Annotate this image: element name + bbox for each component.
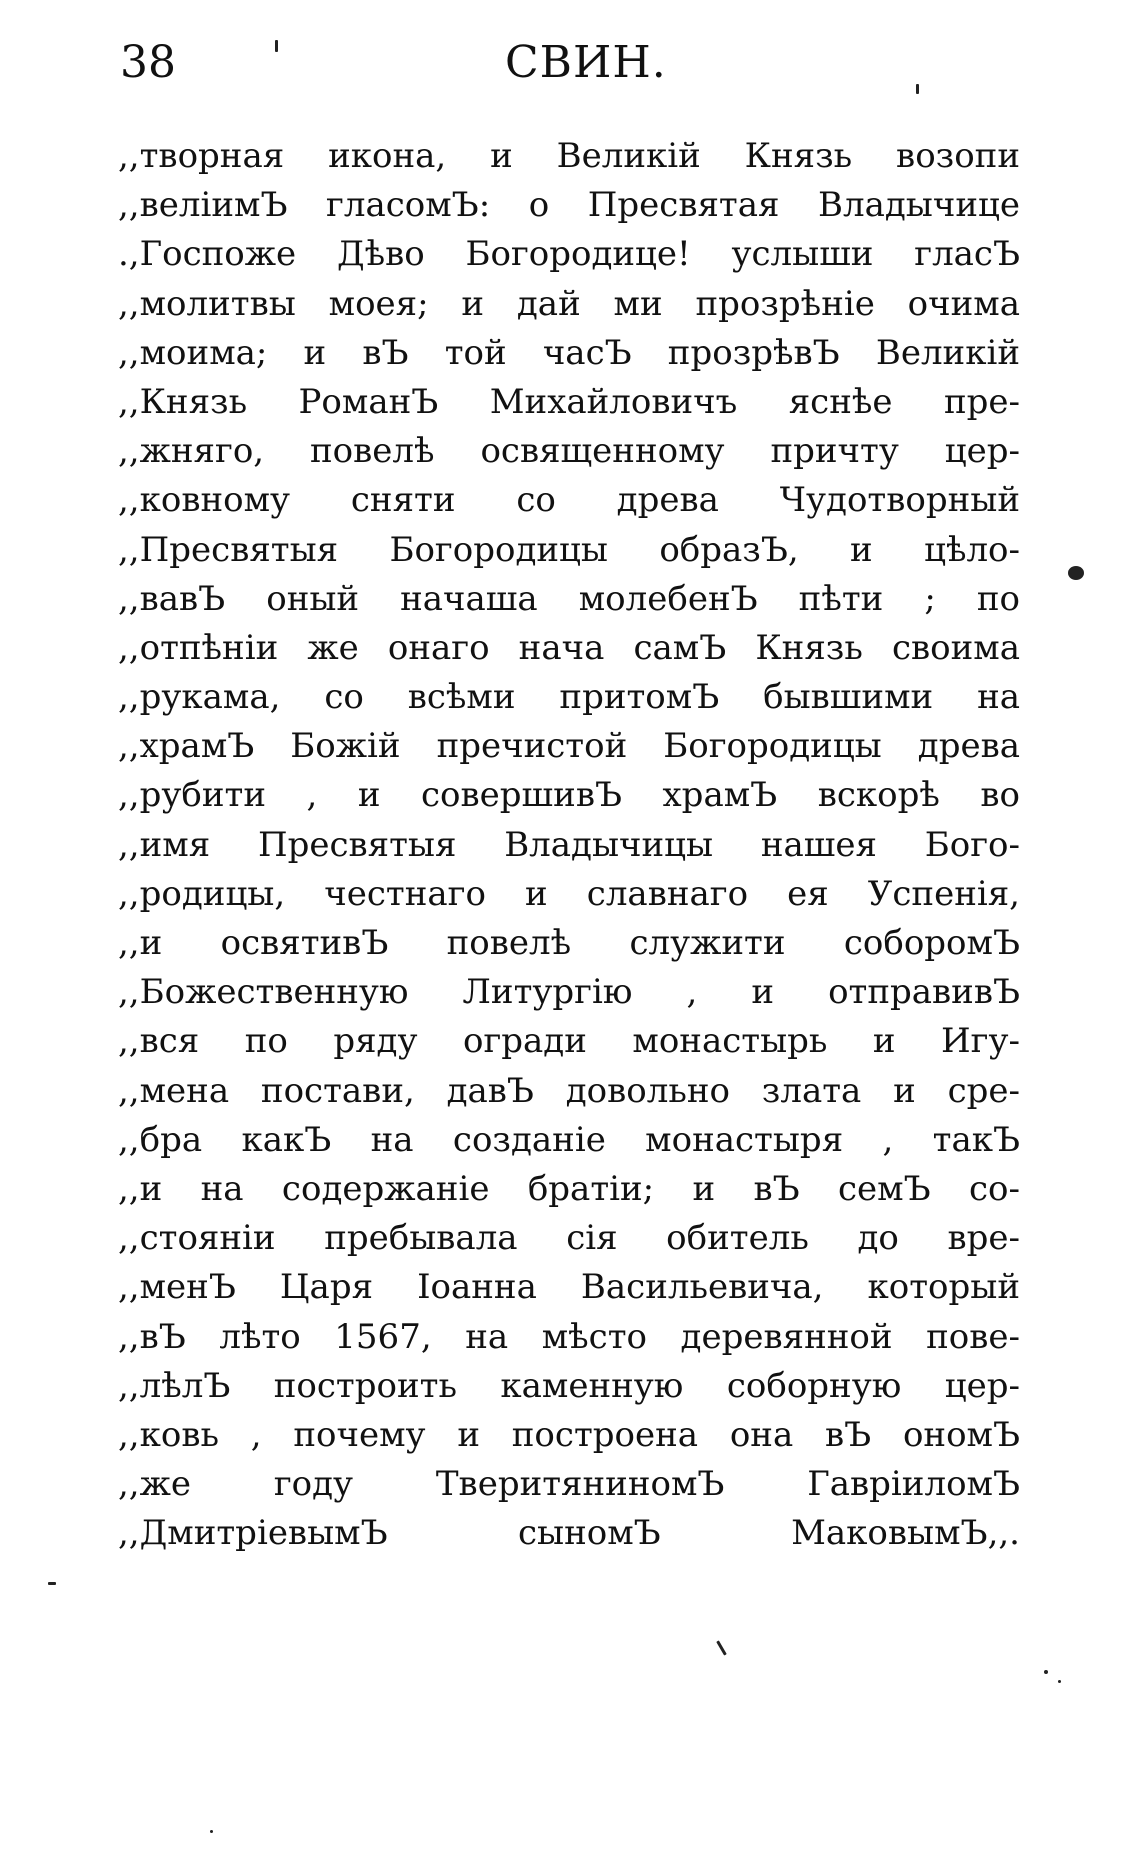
ink-fleck bbox=[210, 1830, 213, 1833]
text-line: .,Госпоже Дѣво Богородице! услыши гласЪ bbox=[118, 234, 1020, 275]
text-line: ,,вся по ряду огради монастырь и Игу- bbox=[118, 1021, 1020, 1062]
text-line: ,,стояніи пребывала сія обитель до вре- bbox=[118, 1218, 1020, 1259]
text-line: ,,жняго, повелѣ освященному причту цер- bbox=[118, 431, 1020, 472]
text-line: ,,же году ТверитяниномЪ ГавріиломЪ bbox=[118, 1464, 1020, 1505]
text-line: ,,ДмитріевымЪ сыномЪ МаковымЪ,,. bbox=[118, 1513, 1020, 1554]
ink-fleck bbox=[48, 1582, 56, 1585]
text-line: ,,и на содержаніе братіи; и вЪ семЪ со- bbox=[118, 1168, 1020, 1209]
text-line: ,,Пресвятыя Богородицы образЪ, и цѣло- bbox=[118, 529, 1020, 570]
text-line: ,,и освятивЪ повелѣ служити соборомЪ bbox=[118, 923, 1020, 963]
text-line: ,,менЪ Царя Іоанна Васильевича, который bbox=[118, 1267, 1020, 1308]
text-line: ,,вЪ лѣто 1567, на мѣсто деревянной пове- bbox=[118, 1316, 1020, 1357]
text-line: ,,веліимЪ гласомЪ: о Пресвятая Владычице bbox=[118, 185, 1020, 226]
text-line: ,,рубити , и совершивЪ храмЪ вскорѣ во bbox=[118, 775, 1020, 816]
text-line: ,,имя Пресвятыя Владычицы нашея Бого- bbox=[118, 824, 1020, 865]
text-line: ,,ковному сняти со древа Чудотворный bbox=[118, 480, 1020, 521]
text-line: ,,моима; и вЪ той часЪ прозрѣвЪ Великій bbox=[118, 332, 1020, 373]
text-line: ,,родицы, честнаго и славнаго ея Успенія, bbox=[118, 873, 1020, 914]
text-line: ,,ковь , почему и построена она вЪ ономЪ bbox=[118, 1414, 1020, 1455]
text-line: ,,мена постави, давЪ довольно злата и сре- bbox=[118, 1070, 1020, 1111]
ink-fleck bbox=[1068, 566, 1084, 580]
ink-fleck bbox=[916, 84, 919, 94]
running-head: СВИН. bbox=[505, 37, 667, 88]
text-line: ,,бра какЪ на созданіе монастыря , такЪ bbox=[118, 1119, 1020, 1160]
text-line: ,,творная икона, и Великій Князь возопи bbox=[118, 136, 1020, 176]
text-line: ,,рукама, со всѣми притомЪ бывшими на bbox=[118, 677, 1020, 718]
ink-fleck bbox=[716, 1640, 727, 1655]
ink-fleck bbox=[275, 40, 278, 52]
page-number: 38 bbox=[120, 37, 176, 88]
text-line: ,,храмЪ Божій пречистой Богородицы древа bbox=[118, 726, 1020, 767]
ink-fleck bbox=[1058, 1680, 1061, 1683]
text-line: ,,Князь РоманЪ Михайловичъ яснѣе пре- bbox=[118, 381, 1020, 422]
text-line: ,,отпѣніи же онаго нача самЪ Князь своима bbox=[118, 627, 1020, 668]
text-line: ,,вавЪ оный начаша молебенЪ пѣти ; по bbox=[118, 578, 1020, 619]
body-text bbox=[118, 132, 1020, 1558]
text-line: ,,лѣлЪ построить каменную соборную цер- bbox=[118, 1365, 1020, 1406]
text-line: ,,молитвы моея; и дай ми прозрѣніе очима bbox=[118, 283, 1020, 324]
page-header bbox=[120, 28, 1040, 98]
ink-fleck bbox=[1044, 1670, 1048, 1674]
text-line: ,,Божественную Литургію , и отправивЪ bbox=[118, 972, 1020, 1013]
